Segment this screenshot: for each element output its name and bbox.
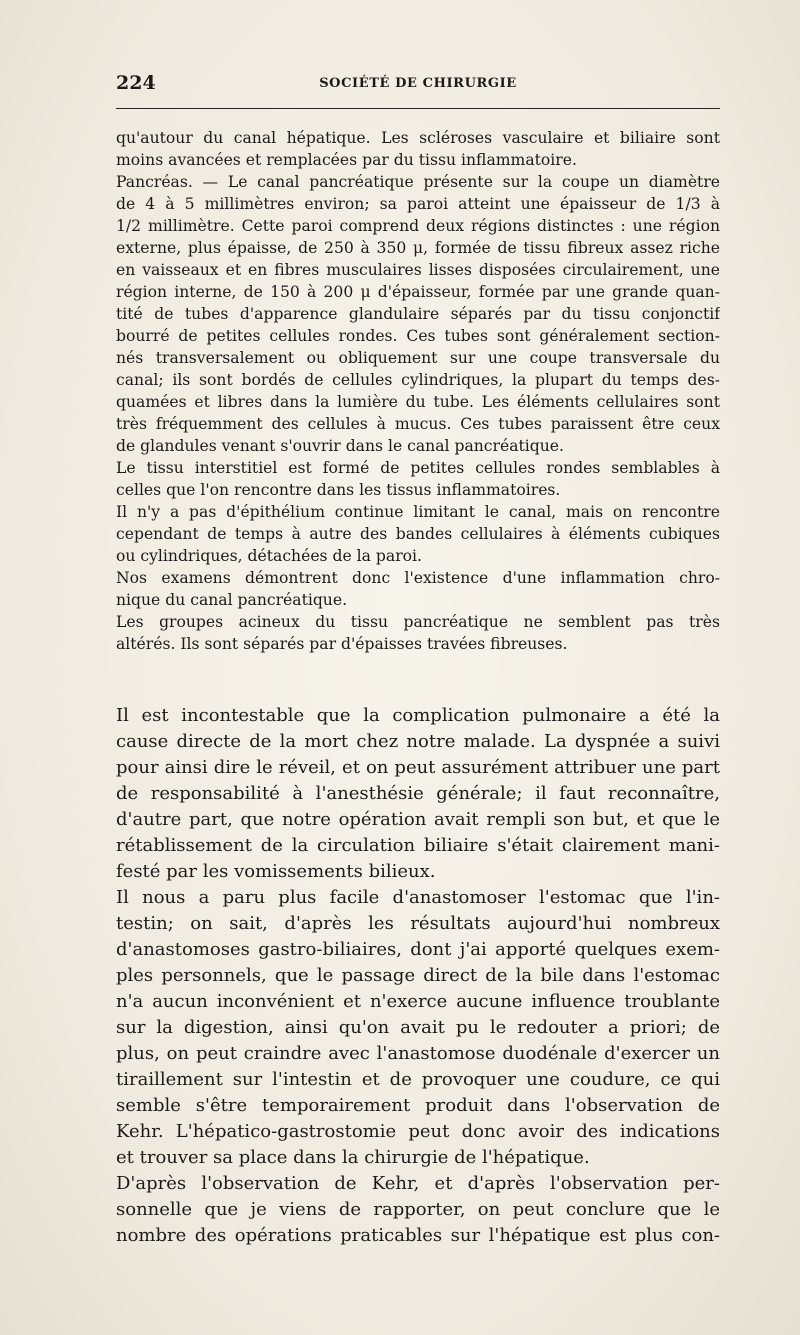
text-line: Il nous a paru plus facile d'anastomoser l'estomac que l'in- bbox=[116, 887, 720, 908]
text-line: cependant de temps à autre des bandes cellulaires à éléments cubiques bbox=[116, 525, 720, 543]
page-number: 224 bbox=[116, 72, 156, 94]
text-line: région interne, de 150 à 200 μ d'épaisseur, formée par une grande quan- bbox=[116, 283, 720, 301]
text-line: moins avancées et remplacées par du tissu inflammatoire. bbox=[116, 151, 577, 169]
text-line: celles que l'on rencontre dans les tissus inflammatoires. bbox=[116, 481, 561, 499]
text-line: testin; on sait, d'après les résultats aujourd'hui nombreux bbox=[116, 913, 720, 934]
text-line: bourré de petites cellules rondes. Ces tubes sont généralement section- bbox=[116, 327, 720, 345]
header-rule bbox=[116, 108, 720, 109]
text-line: canal; ils sont bordés de cellules cylindriques, la plupart du temps des- bbox=[116, 371, 720, 389]
text-line: ples personnels, que le passage direct de la bile dans l'estomac bbox=[116, 965, 720, 986]
text-line: Nos examens démontrent donc l'existence d'une inflammation chro- bbox=[116, 569, 720, 587]
text-line: de glandules venant s'ouvrir dans le canal pancréatique. bbox=[116, 437, 564, 455]
text-line: rétablissement de la circulation biliaire s'était clairement mani- bbox=[116, 835, 720, 856]
histology-notes bbox=[116, 127, 720, 655]
text-line: plus, on peut craindre avec l'anastomose duodénale d'exercer un bbox=[116, 1043, 720, 1064]
text-line: et trouver sa place dans la chirurgie de l'hépatique. bbox=[116, 1147, 590, 1168]
text-line: festé par les vomissements bilieux. bbox=[116, 861, 436, 882]
text-line: Il n'y a pas d'épithélium continue limitant le canal, mais on rencontre bbox=[116, 503, 720, 521]
text-line: externe, plus épaisse, de 250 à 350 μ, formée de tissu fibreux assez riche bbox=[116, 239, 720, 257]
text-line: Kehr. L'hépatico-gastrostomie peut donc avoir des indications bbox=[116, 1121, 720, 1142]
text-line: quamées et libres dans la lumière du tube. Les éléments cellulaires sont bbox=[116, 393, 720, 411]
text-line: nique du canal pancréatique. bbox=[116, 591, 348, 609]
text-line: d'anastomoses gastro-biliaires, dont j'ai apporté quelques exem- bbox=[116, 939, 720, 960]
text-line: semble s'être temporairement produit dans l'observation de bbox=[116, 1095, 720, 1116]
text-line: sur la digestion, ainsi qu'on avait pu le redouter a priori; de bbox=[116, 1017, 720, 1038]
text-line: Il est incontestable que la complication pulmonaire a été la bbox=[116, 705, 720, 726]
main-text bbox=[116, 703, 720, 1249]
text-line: en vaisseaux et en fibres musculaires lisses disposées circulairement, une bbox=[116, 261, 720, 279]
text-line: de responsabilité à l'anesthésie générale; il faut reconnaître, bbox=[116, 783, 720, 804]
text-line: tité de tubes d'apparence glandulaire séparés par du tissu conjonctif bbox=[116, 305, 720, 323]
running-title: SOCIÉTÉ DE CHIRURGIE bbox=[319, 76, 517, 91]
text-line: pour ainsi dire le réveil, et on peut assurément attribuer une part bbox=[116, 757, 720, 778]
text-line: de 4 à 5 millimètres environ; sa paroi atteint une épaisseur de 1/3 à bbox=[116, 195, 720, 213]
text-line: très fréquemment des cellules à mucus. Ces tubes paraissent être ceux bbox=[116, 415, 720, 433]
text-line: qu'autour du canal hépatique. Les scléroses vasculaire et biliaire sont bbox=[116, 129, 720, 147]
text-line: sonnelle que je viens de rapporter, on peut conclure que le bbox=[116, 1199, 720, 1220]
text-line: Les groupes acineux du tissu pancréatique ne semblent pas très bbox=[116, 613, 720, 631]
text-line: d'autre part, que notre opération avait rempli son but, et que le bbox=[116, 809, 720, 830]
text-line: 1/2 millimètre. Cette paroi comprend deux régions distinctes : une région bbox=[116, 217, 720, 235]
text-line: nombre des opérations praticables sur l'hépatique est plus con- bbox=[116, 1225, 720, 1246]
text-line: n'a aucun inconvénient et n'exerce aucune influence troublante bbox=[116, 991, 720, 1012]
text-line: cause directe de la mort chez notre malade. La dyspnée a suivi bbox=[116, 731, 720, 752]
text-line: D'après l'observation de Kehr, et d'après l'observation per- bbox=[116, 1173, 720, 1194]
text-line: tiraillement sur l'intestin et de provoquer une coudure, ce qui bbox=[116, 1069, 720, 1090]
page-header bbox=[116, 72, 720, 96]
text-line: nés transversalement ou obliquement sur une coupe transversale du bbox=[116, 349, 720, 367]
text-line: Le tissu interstitiel est formé de petites cellules rondes semblables à bbox=[116, 459, 720, 477]
text-line: Pancréas. — Le canal pancréatique présente sur la coupe un diamètre bbox=[116, 173, 720, 191]
text-line: altérés. Ils sont séparés par d'épaisses travées fibreuses. bbox=[116, 635, 568, 653]
text-line: ou cylindriques, détachées de la paroi. bbox=[116, 547, 422, 565]
